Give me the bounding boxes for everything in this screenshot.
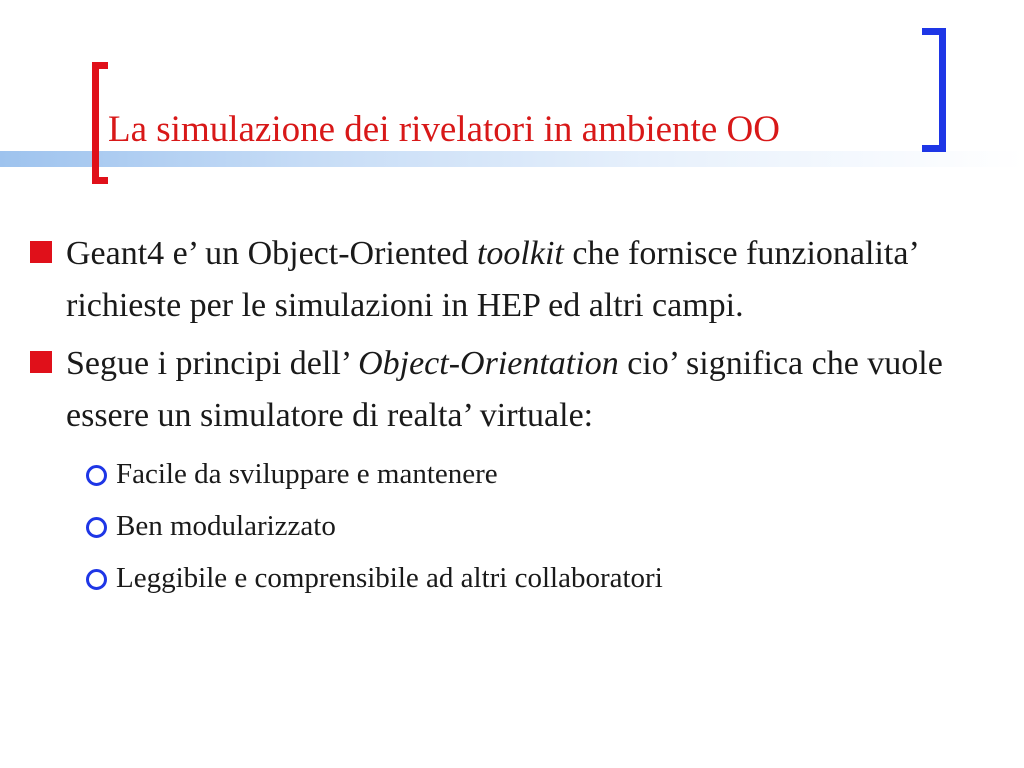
bullet-text-emphasis: toolkit — [476, 235, 564, 272]
circle-bullet-icon — [86, 517, 107, 538]
bullet-text-after: che fornisce funzionalita’ richieste per le simulazioni in HEP ed altri campi. — [66, 235, 918, 324]
bullet-item — [30, 338, 990, 442]
sub-bullet-item — [30, 506, 990, 546]
bullet-text-before: Geant4 e’ un Object-Oriented — [66, 235, 477, 272]
circle-bullet-icon — [86, 569, 107, 590]
slide-title: La simulazione dei rivelatori in ambiente OO — [108, 109, 780, 150]
bullet-item — [30, 228, 990, 332]
sub-bullet-text: Leggibile e comprensibile ad altri collaboratori — [116, 562, 663, 594]
sub-bullet-item — [30, 454, 990, 494]
left-bracket-decoration — [92, 62, 108, 184]
bullet-text-emphasis: Object-Orientation — [358, 345, 619, 382]
circle-bullet-icon — [86, 465, 107, 486]
right-bracket-decoration — [922, 28, 946, 152]
square-bullet-icon — [30, 241, 52, 263]
slide-content — [30, 228, 990, 598]
bullet-text-after: cio’ significa che vuole essere un simulatore di realta’ virtuale: — [66, 345, 943, 434]
sub-bullet-item — [30, 558, 990, 598]
sub-bullet-text: Ben modularizzato — [116, 510, 336, 542]
sub-bullet-list — [30, 454, 990, 598]
sub-bullet-text: Facile da sviluppare e mantenere — [116, 458, 498, 490]
bullet-text-before: Segue i principi dell’ — [66, 345, 359, 382]
square-bullet-icon — [30, 351, 52, 373]
